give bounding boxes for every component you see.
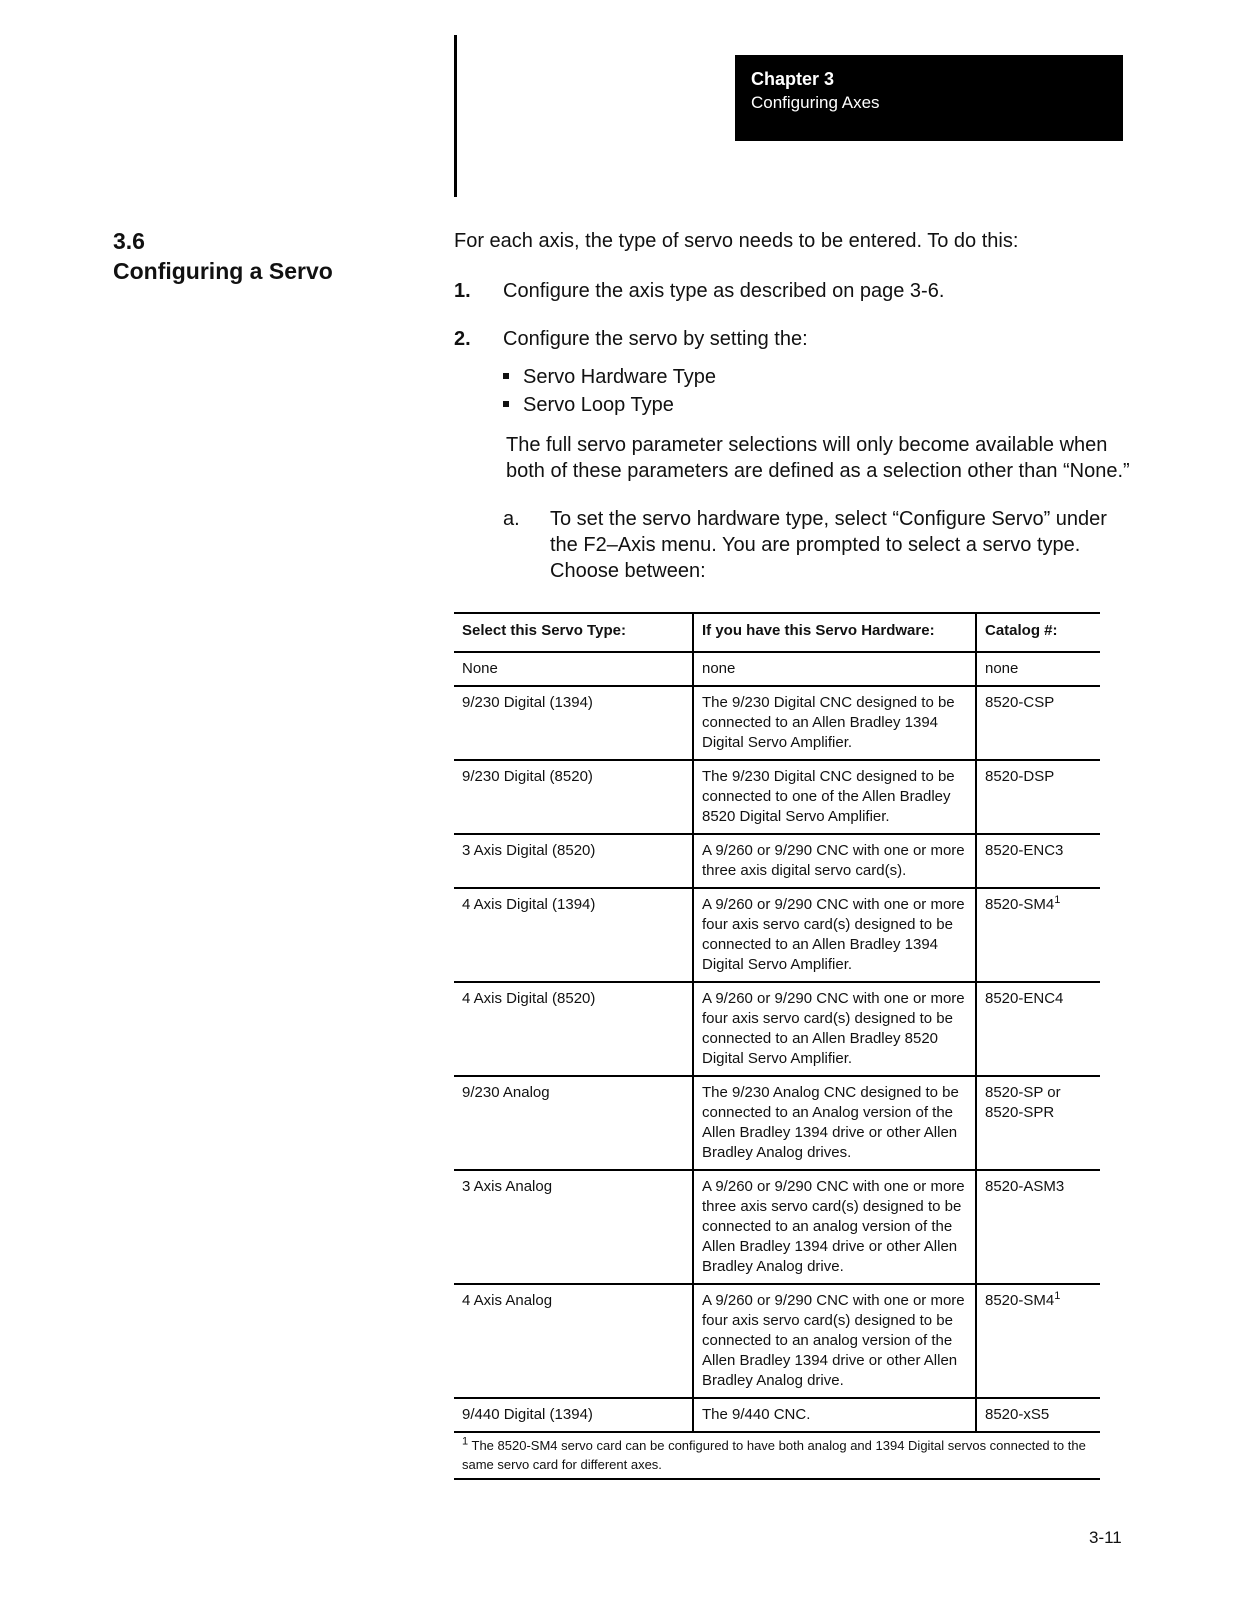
catalog-cell xyxy=(976,982,1100,1076)
column-header-servo-type: Select this Servo Type: xyxy=(454,613,693,652)
catalog-number: 8520-ASM3 xyxy=(985,1178,1065,1195)
catalog-number: 8520-SM4 xyxy=(985,896,1055,913)
servo-hardware-cell: The 9/230 Digital CNC designed to be connected to an Allen Bradley 1394 Digital Servo Amplifier. xyxy=(693,686,976,760)
change-bar xyxy=(454,35,457,197)
servo-hardware-cell: The 9/230 Analog CNC designed to be connected to an Analog version of the Allen Bradley 1394 drive or other Allen Bradley Analog drives. xyxy=(693,1076,976,1170)
section-number: 3.6 xyxy=(113,228,145,254)
chapter-title: Configuring Axes xyxy=(751,93,880,112)
table-footnote-row xyxy=(454,1432,1100,1479)
servo-type-cell: 9/440 Digital (1394) xyxy=(454,1398,693,1432)
catalog-number: 8520-ENC3 xyxy=(985,842,1064,859)
chapter-header xyxy=(735,55,1123,141)
table-header-row xyxy=(454,613,1100,652)
table-row xyxy=(454,652,1100,686)
table-row xyxy=(454,982,1100,1076)
table-row xyxy=(454,1284,1100,1398)
catalog-cell xyxy=(976,1398,1100,1432)
servo-hardware-cell: The 9/440 CNC. xyxy=(693,1398,976,1432)
catalog-number: 8520-xS5 xyxy=(985,1406,1050,1423)
servo-type-cell: None xyxy=(454,652,693,686)
catalog-cell xyxy=(976,1284,1100,1398)
catalog-number: 8520-CSP xyxy=(985,694,1055,711)
servo-type-cell: 9/230 Digital (1394) xyxy=(454,686,693,760)
servo-type-cell: 4 Axis Analog xyxy=(454,1284,693,1398)
intro-paragraph: For each axis, the type of servo needs to be entered. To do this: xyxy=(454,230,1019,252)
footnote-mark: 1 xyxy=(462,1435,469,1448)
footnote-marker: 1 xyxy=(1054,894,1061,906)
table-footnote xyxy=(454,1432,1100,1479)
bullet-square-icon xyxy=(503,373,509,379)
catalog-number: 8520-SM4 xyxy=(985,1292,1055,1309)
column-header-servo-hardware: If you have this Servo Hardware: xyxy=(693,613,976,652)
table-row xyxy=(454,1170,1100,1284)
servo-hardware-cell: none xyxy=(693,652,976,686)
catalog-cell xyxy=(976,834,1100,888)
column-header-catalog: Catalog #: xyxy=(976,613,1100,652)
catalog-number: 8520-DSP xyxy=(985,768,1055,785)
servo-hardware-cell: The 9/230 Digital CNC designed to be connected to one of the Allen Bradley 8520 Digital Servo Amplifier. xyxy=(693,760,976,834)
servo-type-cell: 9/230 Digital (8520) xyxy=(454,760,693,834)
catalog-number: none xyxy=(985,660,1019,677)
step-1-number: 1. xyxy=(454,280,471,302)
servo-type-table xyxy=(454,612,1100,1480)
servo-type-cell: 4 Axis Digital (8520) xyxy=(454,982,693,1076)
catalog-cell xyxy=(976,1170,1100,1284)
footnote-text: The 8520-SM4 servo card can be configured to have both analog and 1394 Digital servos connected to the same servo card for different axes. xyxy=(462,1438,1086,1472)
table-row xyxy=(454,834,1100,888)
table-row xyxy=(454,760,1100,834)
catalog-cell xyxy=(976,1076,1100,1170)
step-2-number: 2. xyxy=(454,328,471,350)
servo-hardware-cell: A 9/260 or 9/290 CNC with one or more three axis servo card(s) designed to be connected to an analog version of the Allen Bradley 1394 drive or other Allen Bradley Analog drive. xyxy=(693,1170,976,1284)
servo-type-cell: 3 Axis Digital (8520) xyxy=(454,834,693,888)
step-1-text: Configure the axis type as described on page 3-6. xyxy=(503,280,945,302)
servo-type-cell: 3 Axis Analog xyxy=(454,1170,693,1284)
footnote-marker: 1 xyxy=(1054,1290,1061,1302)
step-2-text: Configure the servo by setting the: xyxy=(503,328,808,350)
servo-hardware-cell: A 9/260 or 9/290 CNC with one or more four axis servo card(s) designed to be connected to an Allen Bradley 8520 Digital Servo Amplifier. xyxy=(693,982,976,1076)
bullet-text: Servo Hardware Type xyxy=(523,366,717,388)
servo-type-cell: 4 Axis Digital (1394) xyxy=(454,888,693,982)
catalog-number: 8520-ENC4 xyxy=(985,990,1064,1007)
bullet-item xyxy=(503,363,716,391)
catalog-cell xyxy=(976,760,1100,834)
bullet-text: Servo Loop Type xyxy=(523,394,674,416)
catalog-number: 8520-SP or 8520-SPR xyxy=(985,1084,1061,1121)
table-row xyxy=(454,1398,1100,1432)
catalog-cell xyxy=(976,686,1100,760)
table-row xyxy=(454,888,1100,982)
chapter-number: Chapter 3 xyxy=(751,69,835,89)
catalog-cell xyxy=(976,652,1100,686)
bullet-item xyxy=(503,391,674,419)
table-row xyxy=(454,1076,1100,1170)
table-row xyxy=(454,686,1100,760)
note-paragraph: The full servo parameter selections will only become available when both of these parameters are defined as a selection other than “None.” xyxy=(506,434,1130,482)
bullet-square-icon xyxy=(503,401,509,407)
servo-type-cell: 9/230 Analog xyxy=(454,1076,693,1170)
section-title: Configuring a Servo xyxy=(113,258,333,284)
sub-step-label: a. xyxy=(503,508,520,530)
page-number: 3-11 xyxy=(1089,1528,1122,1547)
sub-step-text: To set the servo hardware type, select “Configure Servo” under the F2–Axis menu. You are prompted to select a servo type. Choose between: xyxy=(550,508,1107,582)
catalog-cell xyxy=(976,888,1100,982)
servo-hardware-cell: A 9/260 or 9/290 CNC with one or more four axis servo card(s) designed to be connected to an Allen Bradley 1394 Digital Servo Amplifier. xyxy=(693,888,976,982)
servo-hardware-cell: A 9/260 or 9/290 CNC with one or more three axis digital servo card(s). xyxy=(693,834,976,888)
servo-hardware-cell: A 9/260 or 9/290 CNC with one or more four axis servo card(s) designed to be connected to an analog version of the Allen Bradley 1394 drive or other Allen Bradley Analog drive. xyxy=(693,1284,976,1398)
